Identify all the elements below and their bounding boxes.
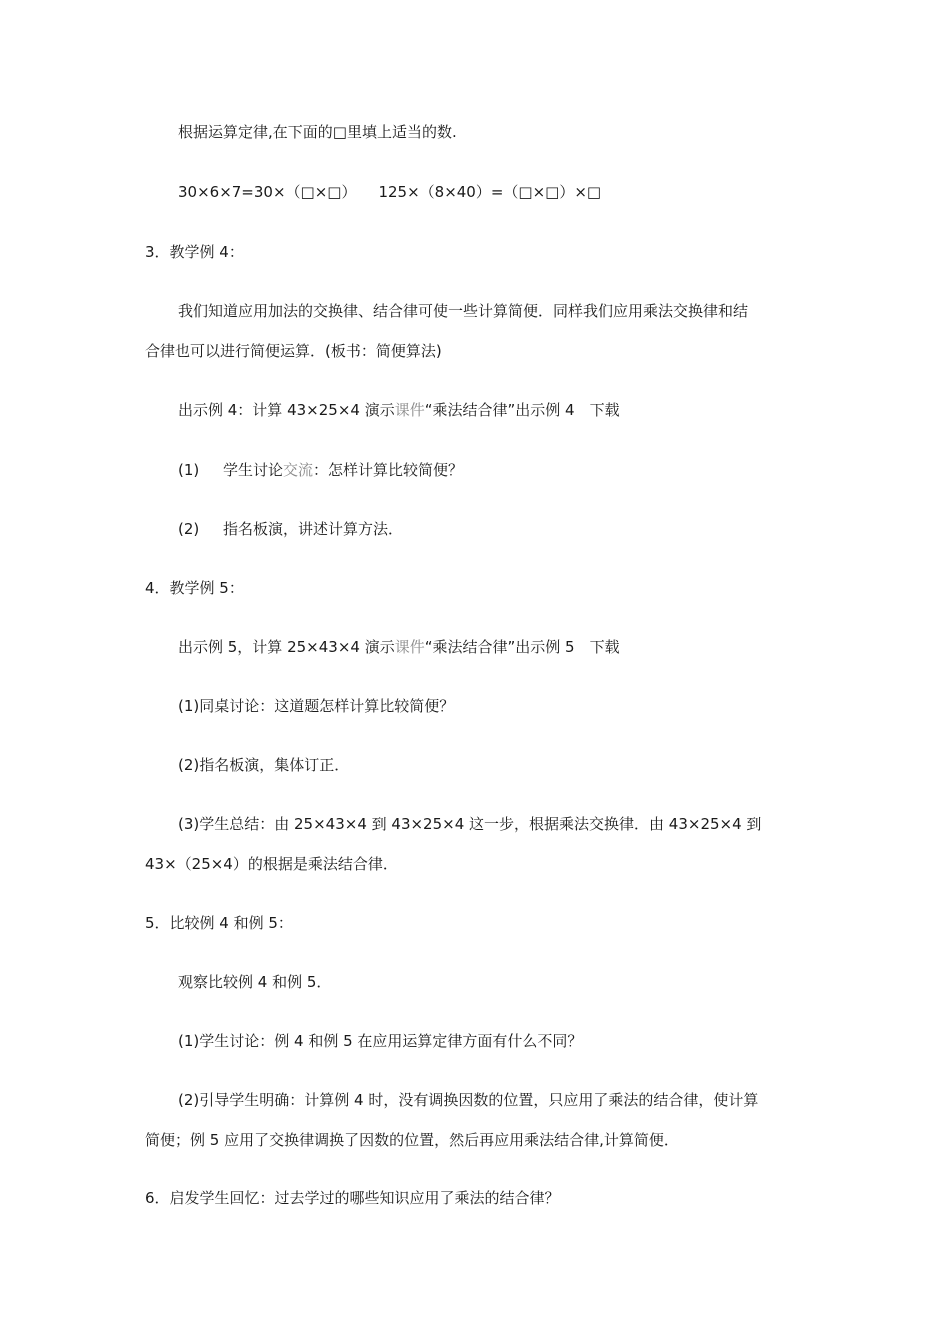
step-1-discuss: (1) 学生讨论交流：怎样计算比较简便？ bbox=[178, 461, 464, 479]
compare-discuss: (1)学生讨论：例 4 和例 5 在应用运算定律方面有什么不同？ bbox=[178, 1032, 583, 1050]
equation-1: 30×6×7=30×（□×□） bbox=[178, 183, 357, 201]
instruction-fill-boxes: 根据运算定律,在下面的□里填上适当的数. bbox=[178, 123, 457, 141]
example-5-line: 出示例 5，计算 25×43×4 演示课件“乘法结合律”出示例 5 下载 bbox=[178, 638, 620, 656]
paragraph-intro-line-2: 合律也可以进行简便运算．(板书：简便算法) bbox=[145, 342, 442, 360]
step-2-board: (2) 指名板演，讲述计算方法． bbox=[178, 520, 404, 538]
courseware-link[interactable]: 课件 bbox=[394, 401, 425, 419]
section-3-heading: 3．教学例 4： bbox=[145, 243, 244, 261]
compare-explain-line-1: (2)引导学生明确：计算例 4 时，没有调换因数的位置，只应用了乘法的结合律，使计算 bbox=[178, 1091, 759, 1109]
equation-2: 125×（8×40）=（□×□）×□ bbox=[378, 183, 602, 201]
step-board-correct: (2)指名板演，集体订正． bbox=[178, 756, 350, 774]
section-6-heading: 6．启发学生回忆：过去学过的哪些知识应用了乘法的结合律？ bbox=[145, 1189, 560, 1207]
exchange-link[interactable]: 交流 bbox=[283, 461, 314, 479]
step-deskmate-discuss: (1)同桌讨论：这道题怎样计算比较简便？ bbox=[178, 697, 455, 715]
compare-explain-line-2: 简便；例 5 应用了交换律调换了因数的位置，然后再应用乘法结合律,计算简便． bbox=[145, 1131, 679, 1149]
section-4-heading: 4．教学例 5： bbox=[145, 579, 244, 597]
step-summary-line-1: (3)学生总结：由 25×43×4 到 43×25×4 这一步，根据乘法交换律．由 43×25×4 到 bbox=[178, 815, 762, 833]
observe-compare: 观察比较例 4 和例 5． bbox=[178, 973, 332, 991]
example-4-line: 出示例 4：计算 43×25×4 演示课件“乘法结合律”出示例 4 下载 bbox=[178, 401, 620, 419]
section-5-heading: 5．比较例 4 和例 5： bbox=[145, 914, 293, 932]
paragraph-intro-line-1: 我们知道应用加法的交换律、结合律可使一些计算简便．同样我们应用乘法交换律和结 bbox=[178, 302, 749, 320]
step-summary-line-2: 43×（25×4）的根据是乘法结合律． bbox=[145, 855, 398, 873]
courseware-link-2[interactable]: 课件 bbox=[394, 638, 425, 656]
fill-box-equations bbox=[178, 181, 601, 203]
